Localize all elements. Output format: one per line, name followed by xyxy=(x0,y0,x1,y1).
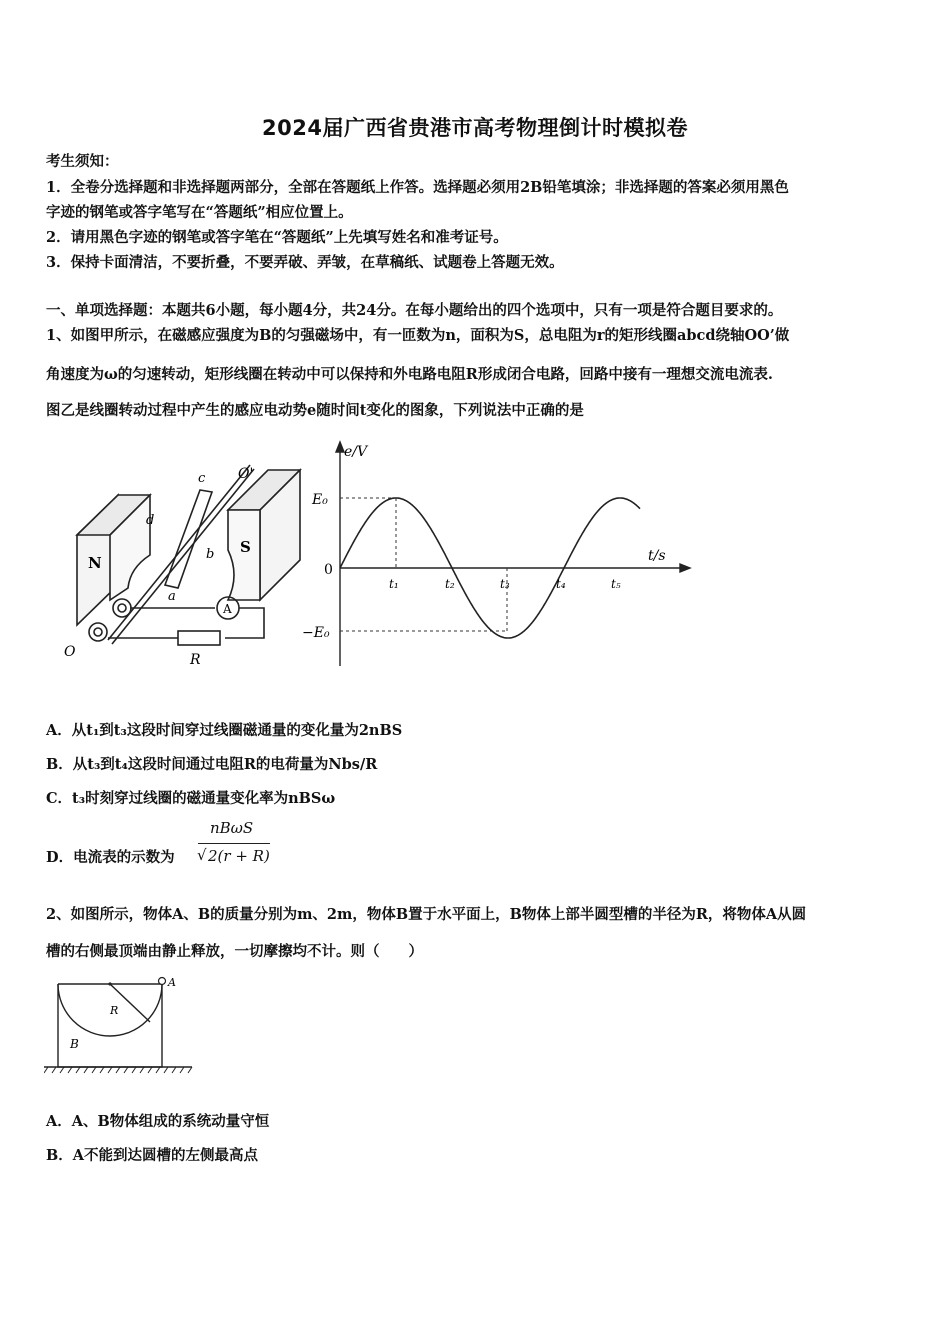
E0-label: E₀ xyxy=(312,492,328,508)
label-B: B xyxy=(70,1037,79,1051)
fraction-bar xyxy=(198,843,270,844)
origin-label: 0 xyxy=(324,562,333,578)
q1-stem-line-1: 1、如图甲所示，在磁感应强度为B的匀强磁场中，有一匝数为n，面积为S，总电阻为r的矩形线圈abcd绕轴OO’做 xyxy=(46,327,790,344)
groove-center xyxy=(108,982,111,985)
q1-option-B[interactable]: B．从t₃到t₄这段时间通过电阻R的电荷量为Nbs/R xyxy=(46,756,378,773)
notice-item-1: 1．全卷分选择题和非选择题两部分，全部在答题纸上作答。选择题必须用2B铅笔填涂；非选择题的答案必须用黑色 xyxy=(46,179,789,196)
resistor-label: R xyxy=(190,652,201,668)
notice-heading: 考生须知： xyxy=(46,153,119,170)
q1-option-A[interactable]: A．从t₁到t₃这段时间穿过线圈磁通量的变化量为2nBS xyxy=(46,722,403,739)
q1-stem-line-3: 图乙是线圈转动过程中产生的感应电动势e随时间t变化的图象，下列说法中正确的是 xyxy=(46,402,584,419)
label-S: S xyxy=(240,538,251,556)
negE0-label: −E₀ xyxy=(302,625,330,641)
emf-time-graph xyxy=(300,438,700,673)
q2-stem-line-2: 槽的右侧最顶端由静止释放，一切摩擦均不计。则（ ） xyxy=(46,943,423,960)
fraction-denominator: 2(r + R) xyxy=(208,847,270,865)
tick-t5: t₅ xyxy=(611,577,621,591)
section-heading: 一、单项选择题：本题共6小题，每小题4分，共24分。在每小题给出的四个选项中，只有一项是符合题目要求的。 xyxy=(46,302,783,319)
q1-stem-line-2: 角速度为ω的匀速转动，矩形线圈在转动中可以保持和外电路电阻R形成闭合电路，回路中接有一理想交流电流表. xyxy=(46,366,773,383)
q1-option-D-prefix: D．电流表的示数为 xyxy=(46,849,175,866)
label-c: c xyxy=(198,471,206,486)
q1-option-C[interactable]: C．t₃时刻穿过线圈的磁通量变化率为nBSω xyxy=(46,790,336,807)
fraction-numerator: nBωS xyxy=(210,819,254,837)
label-O-prime: O' xyxy=(238,466,254,482)
label-O: O xyxy=(64,644,76,660)
q2-stem-line-1: 2、如图所示，物体A、B的质量分别为m、2m，物体B置于水平面上，B物体上部半圆型槽的半径为R，将物体A从圆 xyxy=(46,906,807,923)
tick-t4: t₄ xyxy=(556,577,566,591)
notice-item-3: 3．保持卡面清洁，不要折叠，不要弄破、弄皱，在草稿纸、试题卷上答题无效。 xyxy=(46,254,564,271)
label-A: A xyxy=(168,976,176,989)
q2-option-B[interactable]: B．A不能到达圆槽的左侧最高点 xyxy=(46,1147,259,1164)
generator-diagram xyxy=(50,440,320,680)
label-a: a xyxy=(168,589,176,604)
q1-option-D-fraction xyxy=(194,819,274,869)
page-title: 2024届广西省贵港市高考物理倒计时模拟卷 xyxy=(262,116,688,140)
label-N: N xyxy=(88,554,102,572)
tick-t3: t₃ xyxy=(500,577,510,591)
sqrt-sign: √ xyxy=(197,846,207,864)
notice-item-1-cont: 字迹的钢笔或答字笔写在“答题纸”相应位置上。 xyxy=(46,204,353,221)
x-axis-label: t/s xyxy=(648,548,666,564)
tick-t1: t₁ xyxy=(389,577,399,591)
y-axis-label: e/V xyxy=(344,444,368,460)
half-cylinder-groove-diagram xyxy=(44,972,194,1078)
label-d: d xyxy=(146,513,155,528)
q1-option-D[interactable] xyxy=(46,846,175,867)
label-R: R xyxy=(110,1004,119,1017)
q2-option-A[interactable]: A．A、B物体组成的系统动量守恒 xyxy=(46,1113,270,1130)
notice-item-2: 2．请用黑色字迹的钢笔或答字笔在“答题纸”上先填写姓名和准考证号。 xyxy=(46,229,508,246)
tick-t2: t₂ xyxy=(445,577,455,591)
ammeter-label: A xyxy=(223,602,232,616)
label-b: b xyxy=(206,547,215,562)
ball-A xyxy=(159,978,166,985)
